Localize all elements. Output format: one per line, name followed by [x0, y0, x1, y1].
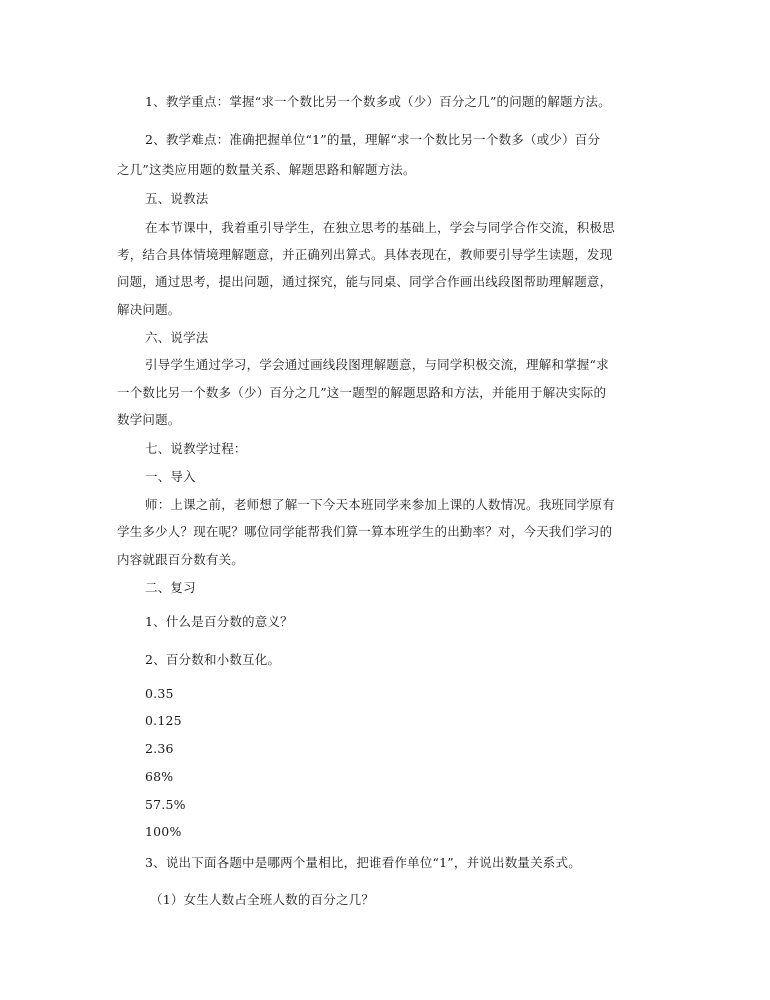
number-item: 0.35: [145, 686, 174, 701]
section-heading-teaching-process: 七、说教学过程：: [145, 441, 247, 456]
paragraph-line: 学生多少人？现在呢？哪位同学能帮我们算一算本班学生的出勤率？对，今天我们学习的: [117, 524, 613, 539]
paragraph-line: 在本节课中，我着重引导学生，在独立思考的基础上，学会与同学合作交流，积极思: [145, 220, 615, 235]
review-question-2: 2、百分数和小数互化。: [145, 652, 281, 667]
paragraph-line: 数学问题。: [117, 412, 181, 427]
subsection-heading-intro: 一、导入: [145, 469, 196, 484]
teaching-focus-line: 1、教学重点：掌握“求一个数比另一个数多或（少）百分之几”的问题的解题方法。: [145, 94, 611, 109]
number-item: 0.125: [145, 713, 182, 728]
number-item: 68%: [145, 769, 174, 784]
number-item: 2.36: [145, 741, 174, 756]
review-question-3: 3、说出下面各题中是哪两个量相比，把谁看作单位“1”，并说出数量关系式。: [145, 855, 581, 870]
teaching-difficulty-line: 2、教学难点：准确把握单位“1”的量，理解“求一个数比另一个数多（或少）百分: [145, 132, 601, 147]
paragraph-line: 问题，通过思考，提出问题，通过探究，能与同桌、同学合作画出线段图帮助理解题意，: [117, 274, 613, 289]
review-question-1: 1、什么是百分数的意义？: [145, 614, 293, 629]
section-heading-learning-method: 六、说学法: [145, 330, 209, 345]
paragraph-line: 师：上课之前，老师想了解一下今天本班同学来参加上课的人数情况。我班同学原有: [145, 497, 615, 512]
paragraph-line: 解决问题。: [117, 302, 181, 317]
subsection-heading-review: 二、复习: [145, 580, 196, 595]
sub-question-1: （1）女生人数占全班人数的百分之几？: [150, 892, 375, 907]
number-item: 57.5%: [145, 797, 186, 812]
number-item: 100%: [145, 824, 182, 839]
paragraph-line: 一个数比另一个数多（少）百分之几”这一题型的解题思路和方法，并能用于解决实际的: [117, 385, 607, 400]
paragraph-line: 考，结合具体情境理解题意，并正确列出算式。具体表现在，教师要引导学生读题，发现: [117, 247, 613, 262]
paragraph-line: 内容就跟百分数有关。: [117, 552, 245, 567]
section-heading-teaching-method: 五、说教法: [145, 191, 209, 206]
paragraph-line: 之几”这类应用题的数量关系、解题思路和解题方法。: [117, 162, 416, 177]
paragraph-line: 引导学生通过学习，学会通过画线段图理解题意，与同学积极交流，理解和掌握“求: [145, 357, 609, 372]
